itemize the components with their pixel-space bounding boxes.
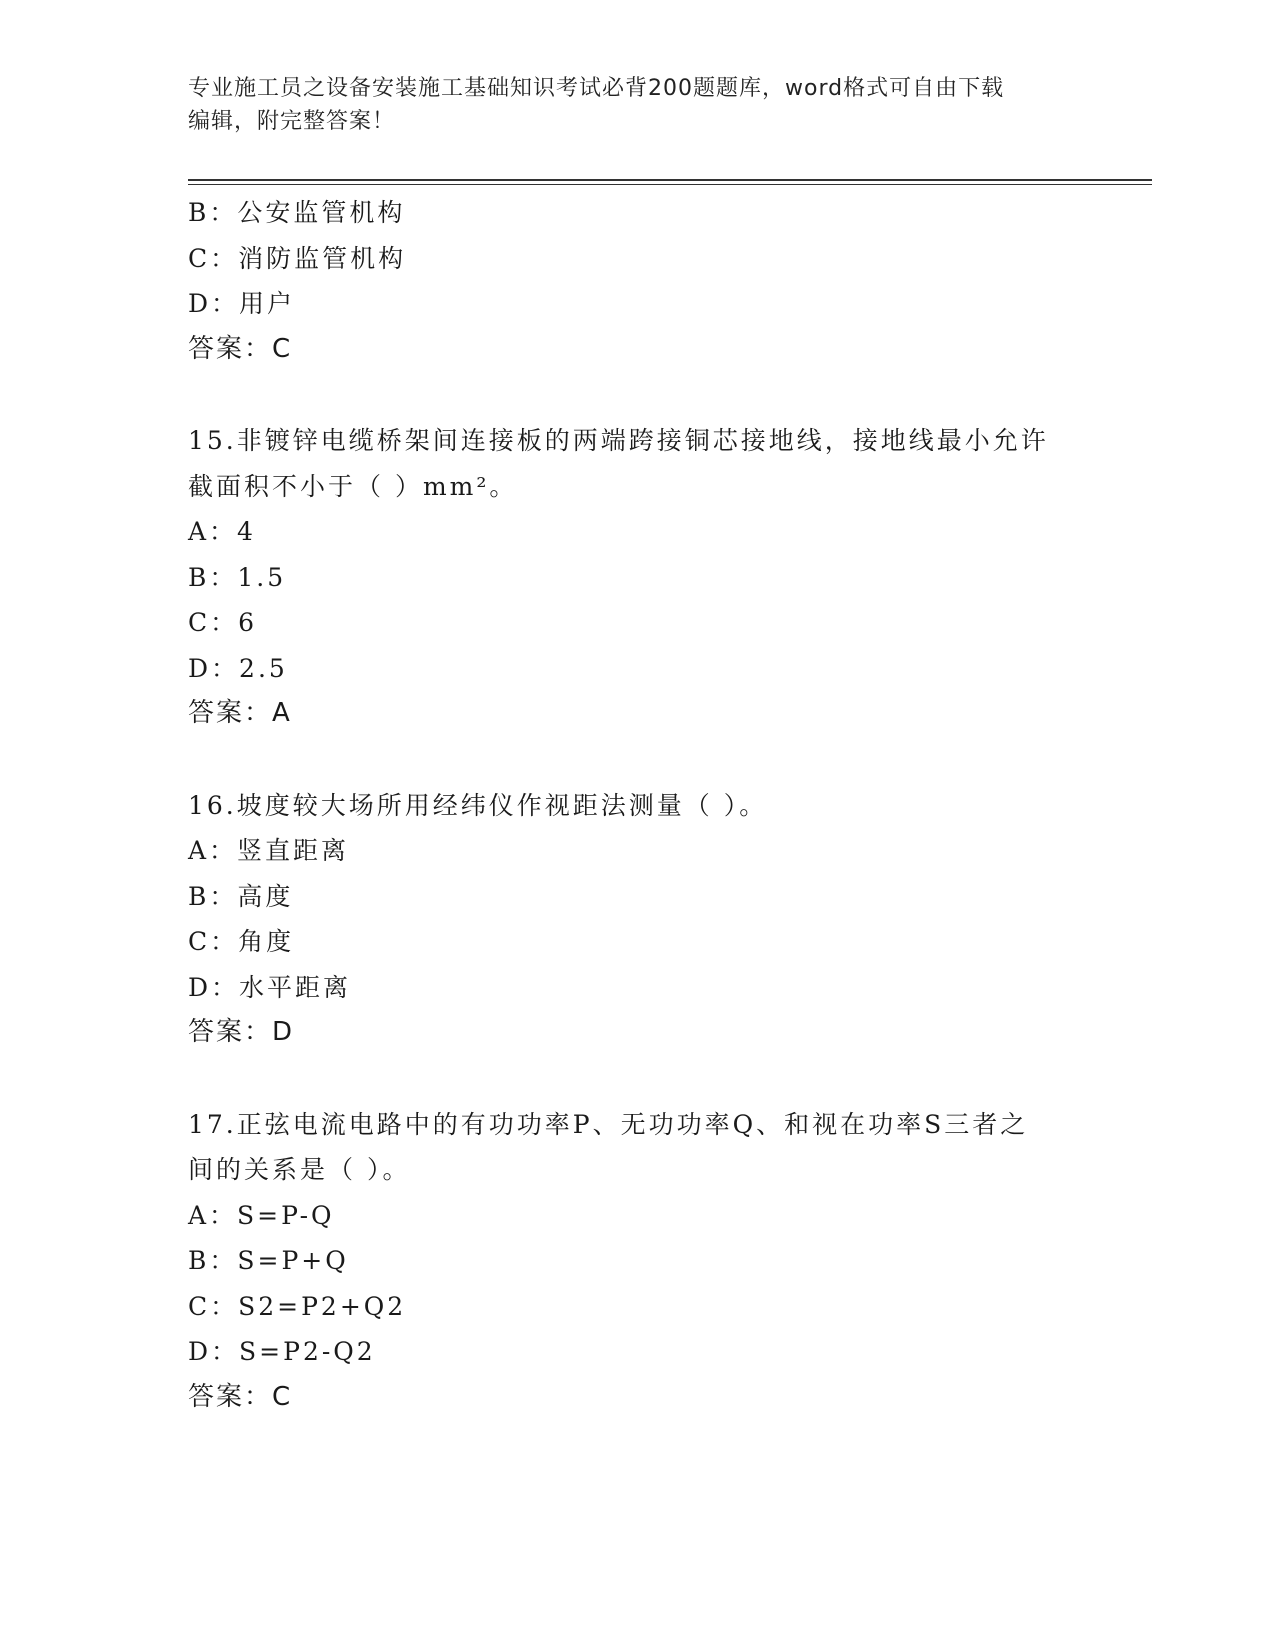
option-d: D：2.5 <box>188 653 288 683</box>
question-16 <box>188 783 1088 1056</box>
question-text-line: 间的关系是（ ）。 <box>188 1155 411 1184</box>
option-c: C：6 <box>188 608 258 637</box>
option-a: A：4 <box>188 517 256 546</box>
option-d: D：用户 <box>188 289 296 318</box>
header-title-line-2: 编辑，附完整答案！ <box>188 109 396 134</box>
answer-line: 答案：C <box>188 333 293 364</box>
option-d: D：水平距离 <box>188 972 352 1002</box>
option-c: C：角度 <box>188 927 295 956</box>
answer-line: 答案：D <box>188 1017 295 1047</box>
question-14-continued <box>188 190 1088 372</box>
option-b: B：S=P+Q <box>188 1246 349 1275</box>
option-c: C：S2=P2+Q2 <box>188 1291 407 1321</box>
question-17 <box>188 1102 1088 1421</box>
option-c: C：消防监管机构 <box>188 243 407 273</box>
document-header <box>188 72 1088 138</box>
question-text-line: 17.正弦电流电路中的有功功率P、无功功率Q、和视在功率S三者之 <box>188 1109 1029 1139</box>
question-15 <box>188 418 1088 737</box>
option-b: B：1.5 <box>188 562 287 592</box>
option-d: D：S=P2-Q2 <box>188 1337 376 1366</box>
header-title-line-1: 专业施工员之设备安装施工基础知识考试必背200题题库，word格式可自由下载 <box>188 76 1005 101</box>
option-a: A：S=P-Q <box>188 1200 335 1230</box>
question-list <box>188 190 1088 1420</box>
answer-line: 答案：C <box>188 1381 293 1412</box>
header-divider-thin <box>188 184 1152 185</box>
header-divider-thick <box>188 179 1152 181</box>
question-text-line: 15.非镀锌电缆桥架间连接板的两端跨接铜芯接地线，接地线最小允许 <box>188 426 1049 455</box>
question-text-line: 16.坡度较大场所用经纬仪作视距法测量（ ）。 <box>188 790 768 820</box>
option-b: B：公安监管机构 <box>188 198 406 227</box>
answer-line: 答案：A <box>188 698 292 728</box>
option-a: A：竖直距离 <box>188 836 350 865</box>
option-b: B：高度 <box>188 881 294 911</box>
question-text-line: 截面积不小于（ ）mm²。 <box>188 471 518 501</box>
